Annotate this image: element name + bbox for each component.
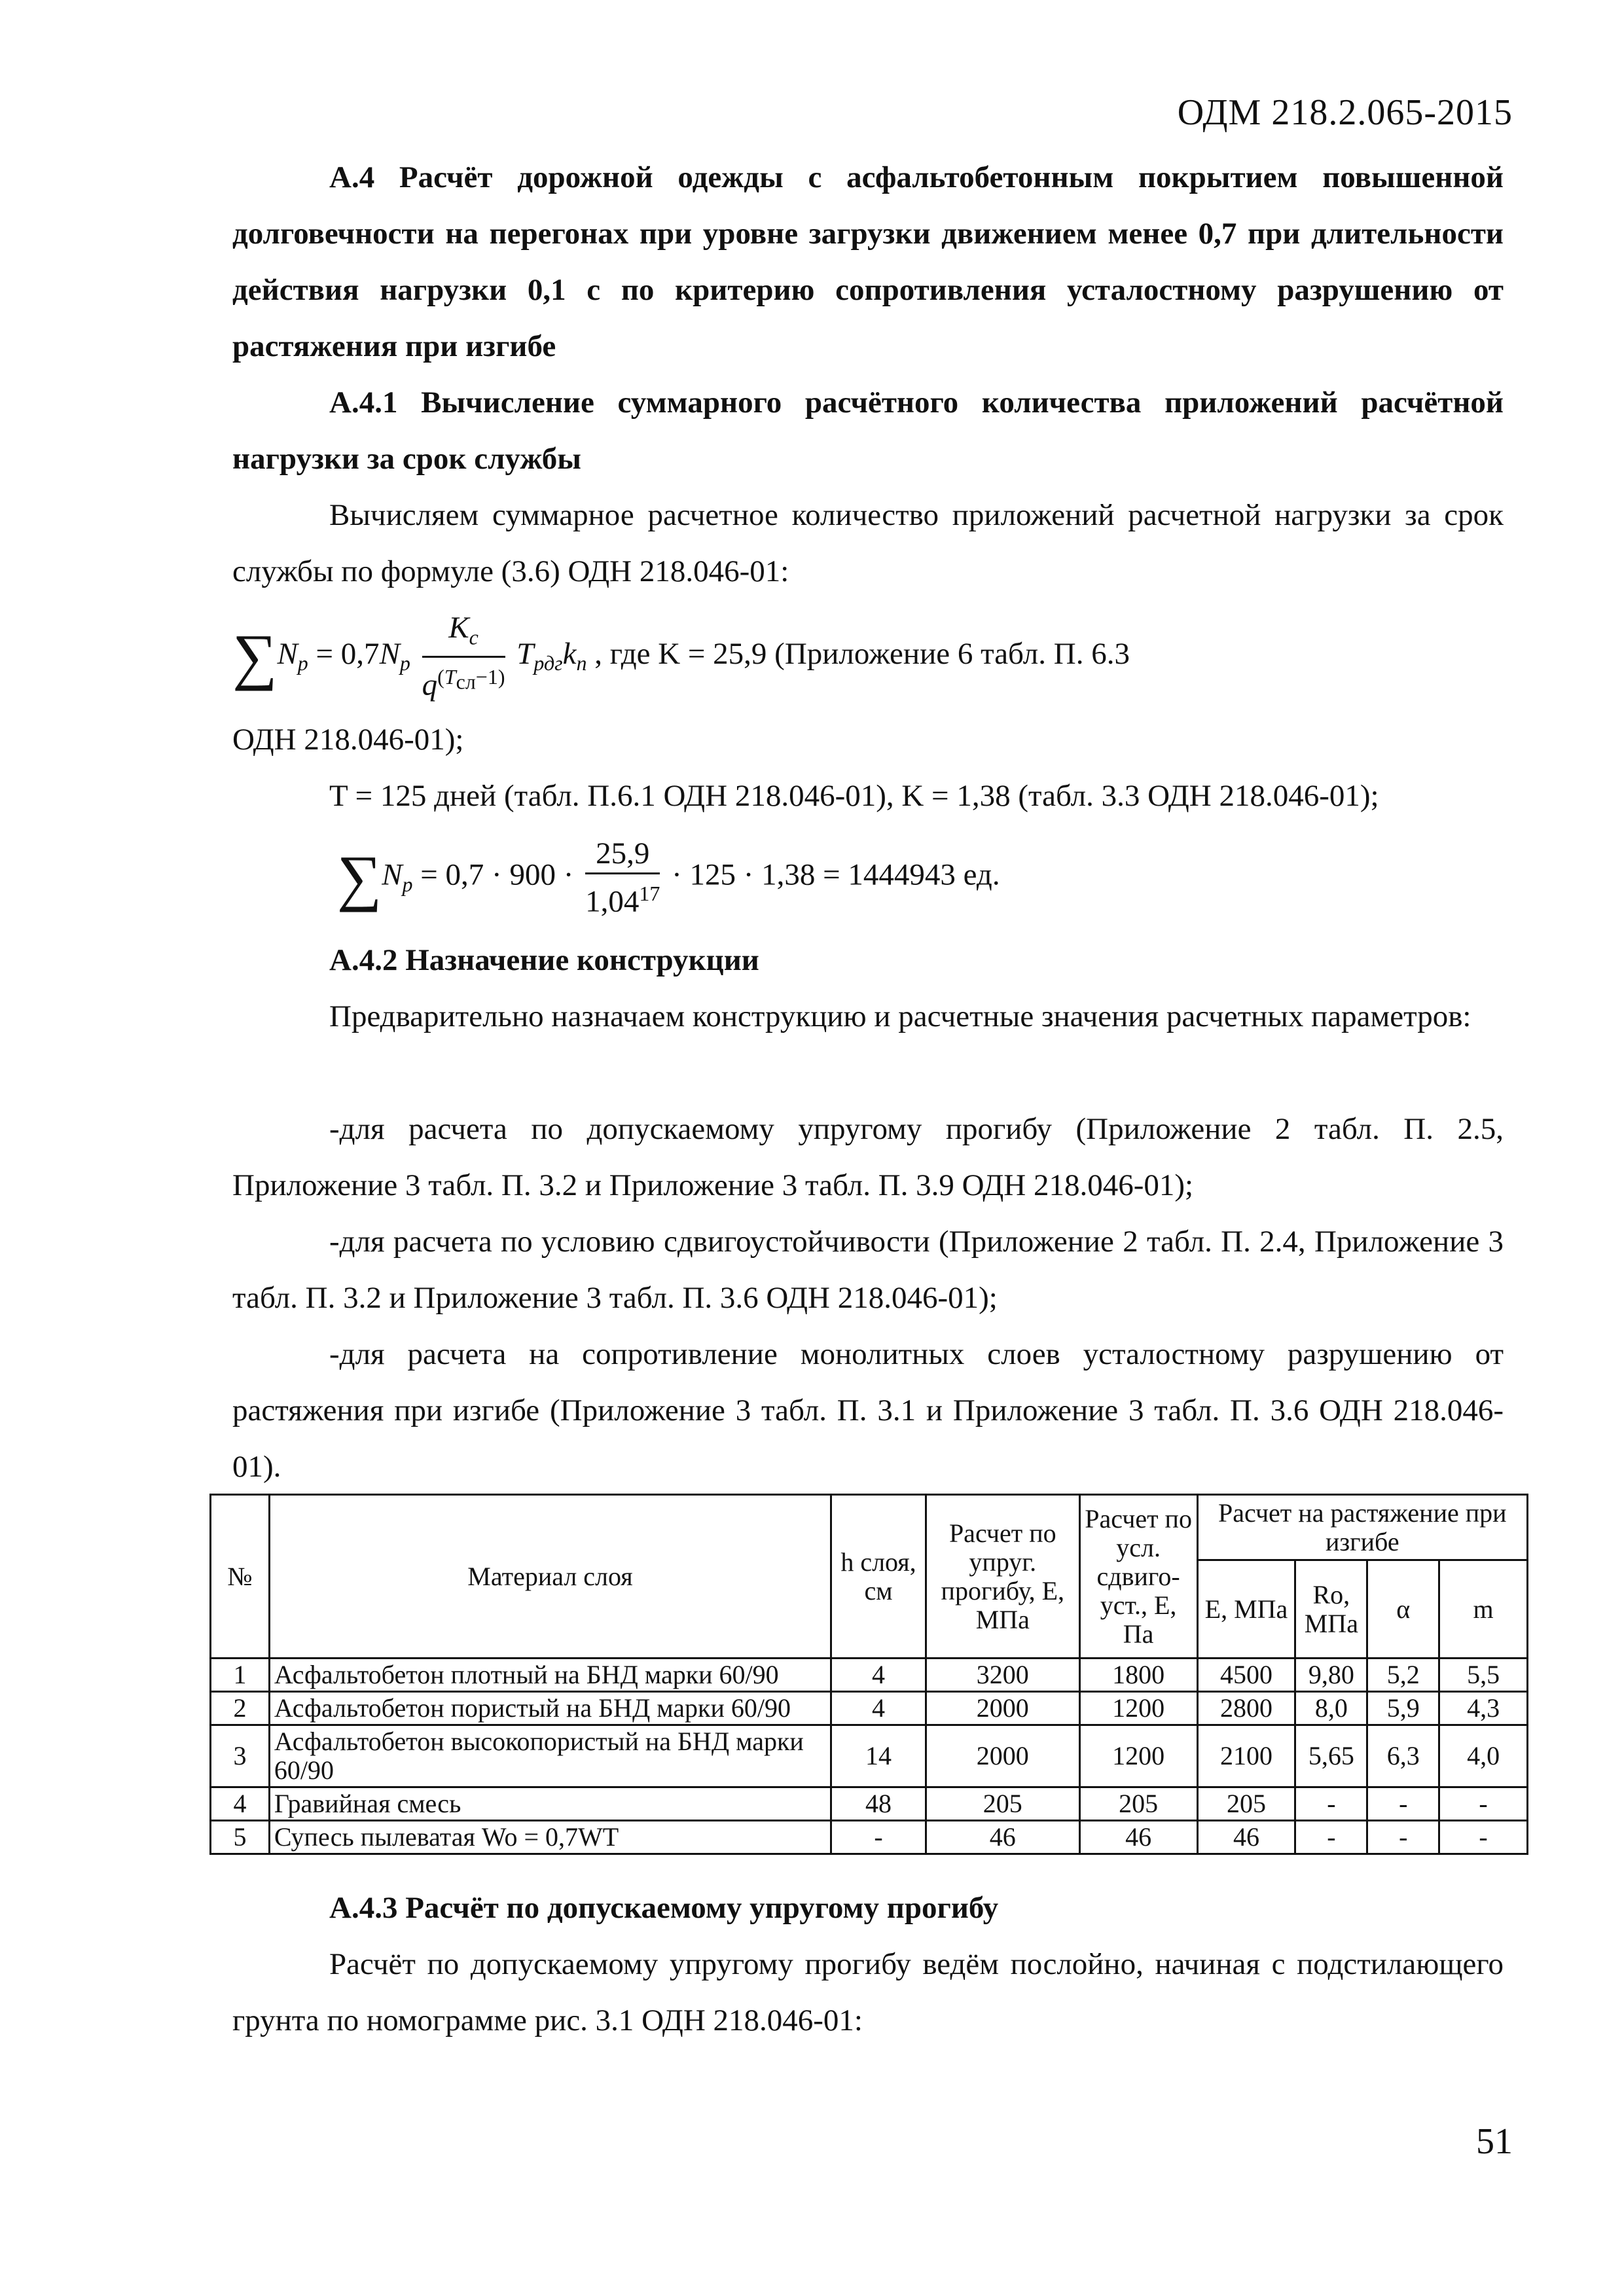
cell-thickness: 14 xyxy=(831,1725,926,1787)
formula2-exponent: 17 xyxy=(639,882,660,905)
cell-thickness: 48 xyxy=(831,1787,926,1821)
section-a42-item2: -для расчета по условию сдвигоустойчивости (Приложение 2 табл. П. 2.4, Приложение 3 табл. П. 3.2 и Приложение 3 табл. П. 3.6 ОДН 218.046-01); xyxy=(232,1225,1504,1315)
section-a4-title: А.4 Расчёт дорожной одежды с асфальтобетонным покрытием повышенной долговечности на перегонах при уровне загрузки движением менее 0,7 при длительности действия нагрузки 0,1 с по критерию сопротивления усталостному разрушению от растяжения при изгибе xyxy=(232,160,1504,363)
cell-ro: 5,65 xyxy=(1295,1725,1367,1787)
cell-alpha: - xyxy=(1367,1821,1439,1854)
cell-shear: 1200 xyxy=(1079,1692,1197,1725)
section-a43-title: А.4.3 Расчёт по допускаемому упругому прогибу xyxy=(329,1891,999,1925)
cell-shear: 1800 xyxy=(1079,1659,1197,1692)
table-row xyxy=(211,1821,1528,1854)
cell-shear: 46 xyxy=(1079,1821,1197,1854)
cell-elastic: 205 xyxy=(926,1787,1079,1821)
formula2-lhs: = 0,7 · 900 · xyxy=(420,857,574,892)
formula2-denominator: 1,04 xyxy=(585,884,640,919)
section-a42-title: А.4.2 Назначение конструкции xyxy=(329,943,759,977)
header-number: № xyxy=(211,1495,270,1659)
formula2-numerator: 25,9 xyxy=(585,834,660,874)
cell-material: Супесь пылеватая Wo = 0,7WT xyxy=(269,1821,831,1854)
header-shear-stability: Расчет по усл. сдвиго-уст., E, Па xyxy=(1079,1495,1197,1659)
cell-number: 4 xyxy=(211,1787,270,1821)
table-row xyxy=(211,1659,1528,1692)
cell-number: 1 xyxy=(211,1659,270,1692)
cell-thickness: - xyxy=(831,1821,926,1854)
cell-m: - xyxy=(1439,1787,1528,1821)
section-a41-title: А.4.1 Вычисление суммарного расчётного количества приложений расчётной нагрузки за срок службы xyxy=(232,386,1504,476)
cell-ro: - xyxy=(1295,1821,1367,1854)
header-e-mpa: E, МПа xyxy=(1197,1560,1295,1659)
cell-e: 2100 xyxy=(1197,1725,1295,1787)
cell-thickness: 4 xyxy=(831,1659,926,1692)
cell-ro: - xyxy=(1295,1787,1367,1821)
cell-shear: 205 xyxy=(1079,1787,1197,1821)
cell-shear: 1200 xyxy=(1079,1725,1197,1787)
section-a42-intro: Предварительно назначаем конструкцию и расчетные значения расчетных параметров: xyxy=(329,999,1471,1033)
cell-m: 4,3 xyxy=(1439,1692,1528,1725)
section-a43-intro: Расчёт по допускаемому упругому прогибу ведём послойно, начиная с подстилающего грунта по номограмме рис. 3.1 ОДН 218.046-01: xyxy=(232,1947,1504,2037)
cell-elastic: 2000 xyxy=(926,1725,1079,1787)
formula2-rhs: · 125 · 1,38 = 1444943 ед. xyxy=(672,857,1000,892)
cell-e: 4500 xyxy=(1197,1659,1295,1692)
formula1-tail: , где K = 25,9 (Приложение 6 табл. П. 6.3 xyxy=(594,636,1130,671)
header-alpha: α xyxy=(1367,1560,1439,1659)
cell-thickness: 4 xyxy=(831,1692,926,1725)
cell-m: - xyxy=(1439,1821,1528,1854)
header-material: Материал слоя xyxy=(269,1495,831,1659)
cell-elastic: 46 xyxy=(926,1821,1079,1854)
cell-number: 2 xyxy=(211,1692,270,1725)
table-row xyxy=(211,1725,1528,1787)
cell-m: 5,5 xyxy=(1439,1659,1528,1692)
sum-symbol: ∑ xyxy=(336,842,382,912)
header-elastic-deflection: Расчет по упруг. прогибу, E, МПа xyxy=(926,1495,1079,1659)
header-ro: Ro, МПа xyxy=(1295,1560,1367,1659)
cell-elastic: 2000 xyxy=(926,1692,1079,1725)
table-row xyxy=(211,1787,1528,1821)
cell-alpha: 5,2 xyxy=(1367,1659,1439,1692)
document-code: ОДМ 218.2.065-2015 xyxy=(1177,92,1513,133)
cell-alpha: 6,3 xyxy=(1367,1725,1439,1787)
cell-ro: 9,80 xyxy=(1295,1659,1367,1692)
header-m: m xyxy=(1439,1560,1528,1659)
cell-alpha: 5,9 xyxy=(1367,1692,1439,1725)
formula2-fraction xyxy=(585,834,660,921)
cell-material: Асфальтобетон пористый на БНД марки 60/90 xyxy=(269,1692,831,1725)
cell-e: 205 xyxy=(1197,1787,1295,1821)
cell-material: Гравийная смесь xyxy=(269,1787,831,1821)
sum-symbol: ∑ xyxy=(232,621,278,692)
cell-m: 4,0 xyxy=(1439,1725,1528,1787)
pavement-layers-table xyxy=(209,1494,1528,1855)
formula-total-load-general: $\sum N_p = 0,7N_p$ $\frac{K_c}{q^{(T_{сл}-1)}}$ $T_{рдг}k_n$ , где K = 25,9 (Приложение 6 табл. П. 6.3 xyxy=(232,609,1504,700)
cell-number: 3 xyxy=(211,1725,270,1787)
formula1-fraction: $\frac{K_c}{q^{(T_{сл}-1)}}$ xyxy=(422,609,505,704)
cell-elastic: 3200 xyxy=(926,1659,1079,1692)
cell-alpha: - xyxy=(1367,1787,1439,1821)
formula1-continuation: ОДН 218.046-01); xyxy=(232,723,464,757)
cell-e: 2800 xyxy=(1197,1692,1295,1725)
cell-number: 5 xyxy=(211,1821,270,1854)
formula-parameters: T = 125 дней (табл. П.6.1 ОДН 218.046-01), K = 1,38 (табл. 3.3 ОДН 218.046-01); xyxy=(329,779,1379,813)
header-thickness: h слоя, см xyxy=(831,1495,926,1659)
section-a41-intro: Вычисляем суммарное расчетное количество приложений расчетной нагрузки за срок службы по формуле (3.6) ОДН 218.046-01: xyxy=(232,498,1504,588)
section-a42-item1: -для расчета по допускаемому упругому прогибу (Приложение 2 табл. П. 2.5, Приложение 3 табл. П. 3.2 и Приложение 3 табл. П. 3.9 ОДН 218.046-01); xyxy=(232,1112,1504,1202)
cell-ro: 8,0 xyxy=(1295,1692,1367,1725)
cell-e: 46 xyxy=(1197,1821,1295,1854)
formula-total-load-computed: $\sum N_p = 0,7 \cdot 900$ · $\frac{25,9}{1,04^{17}}$ · 125 · 1,38 = 1444943 ед. xyxy=(232,834,1504,926)
table-row xyxy=(211,1692,1528,1725)
section-a42-item3: -для расчета на сопротивление монолитных слоев усталостному разрушению от растяжения при изгибе (Приложение 3 табл. П. 3.1 и Приложение 3 табл. П. 3.6 ОДН 218.046-01). xyxy=(232,1337,1504,1484)
page-number: 51 xyxy=(1476,2121,1513,2162)
cell-material: Асфальтобетон высокопористый на БНД марки 60/90 xyxy=(269,1725,831,1787)
cell-material: Асфальтобетон плотный на БНД марки 60/90 xyxy=(269,1659,831,1692)
header-tension-bending: Расчет на растяжение при изгибе xyxy=(1197,1495,1527,1560)
